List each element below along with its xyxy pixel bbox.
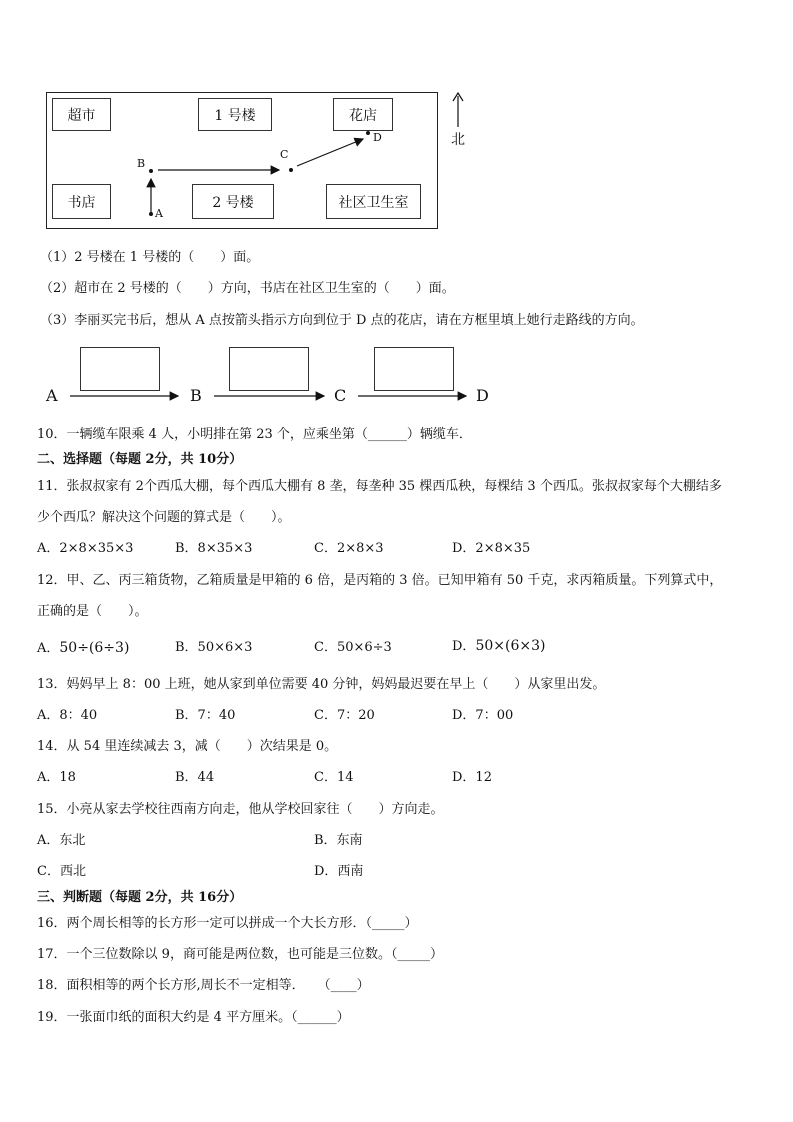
q13-text: 13．妈妈早上 8：00 上班，她从家到单位需要 40 分钟，妈妈最迟要在早上（ ）从家里出发。 — [37, 677, 606, 692]
point-d-label: D — [373, 131, 382, 144]
map-box-bookstore: 书店 — [52, 184, 111, 219]
route-answer-box-3[interactable] — [374, 347, 454, 391]
q9-sub2: （2）超市在 2 号楼的（ ）方向，书店在社区卫生室的（ ）面。 — [40, 281, 455, 296]
q19-text: 19．一张面巾纸的面积大约是 4 平方厘米。（______） — [37, 1010, 350, 1025]
point-b-dot — [149, 169, 153, 173]
point-d-dot — [366, 131, 370, 135]
arrow-c-to-d — [297, 139, 363, 166]
q11-option-d[interactable]: D．2×8×35 — [452, 541, 531, 556]
map-route-arrows — [47, 93, 437, 228]
point-a-dot — [149, 212, 153, 216]
q11-option-a[interactable]: A．2×8×35×3 — [37, 541, 134, 556]
q13-option-d[interactable]: D．7：00 — [452, 708, 514, 723]
q9-sub1: （1）2 号楼在 1 号楼的（ ）面。 — [40, 250, 260, 265]
route-label-a: A — [46, 386, 58, 405]
q13-option-a[interactable]: A．8：40 — [37, 708, 98, 723]
q15-option-d[interactable]: D．西南 — [314, 864, 364, 879]
map-box-flower-shop: 花店 — [333, 98, 393, 131]
q10-text: 10．一辆缆车限乘 4 人，小明排在第 23 个，应乘坐第（______）辆缆车． — [37, 427, 472, 442]
q14-option-c[interactable]: C．14 — [314, 770, 354, 785]
q14-option-b[interactable]: B．44 — [175, 770, 215, 785]
q15-text: 15．小亮从家去学校往西南方向走，他从学校回家往（ ）方向走。 — [37, 802, 444, 817]
point-c-label: C — [280, 148, 289, 161]
point-a-label: A — [155, 207, 163, 220]
map-box-supermarket: 超市 — [52, 98, 111, 131]
route-answer-box-1[interactable] — [80, 347, 160, 391]
q12-option-c[interactable]: C．50×6÷3 — [314, 640, 392, 655]
q15-option-c[interactable]: C．西北 — [37, 864, 86, 879]
north-label: 北 — [451, 132, 465, 148]
q11-option-b[interactable]: B．8×35×3 — [175, 541, 253, 556]
q11-option-c[interactable]: C．2×8×3 — [314, 541, 384, 556]
route-arrows — [0, 388, 793, 402]
q17-text: 17．一个三位数除以 9，商可能是两位数，也可能是三位数。（_____） — [37, 947, 443, 962]
q15-option-a[interactable]: A．东北 — [37, 833, 86, 848]
q14-option-d[interactable]: D．12 — [452, 770, 492, 785]
point-b-label: B — [137, 157, 146, 170]
q14-option-a[interactable]: A．18 — [37, 770, 76, 785]
q18-text: 18．面积相等的两个长方形,周长不一定相等． （____） — [37, 978, 370, 993]
q11-line1: 11．张叔叔家有 2个西瓜大棚，每个西瓜大棚有 8 垄，每垄种 35 棵西瓜秧，每棵结 3 个西瓜。张叔叔家每个大棚结多 — [37, 479, 722, 494]
section-2-heading: 二、选择题（每题 2分，共 10分） — [37, 452, 243, 467]
route-label-c: C — [334, 386, 347, 405]
q14-text: 14．从 54 里连续减去 3，减（ ）次结果是 0。 — [37, 739, 338, 754]
map-diagram — [46, 92, 438, 229]
map-box-building-1: 1 号楼 — [198, 98, 272, 131]
q12-option-b[interactable]: B．50×6×3 — [175, 640, 253, 655]
route-label-d: D — [476, 386, 489, 405]
q15-option-b[interactable]: B．东南 — [314, 833, 363, 848]
map-box-building-2: 2 号楼 — [192, 184, 274, 219]
map-box-clinic: 社区卫生室 — [326, 184, 421, 219]
route-label-b: B — [190, 386, 202, 405]
q9-sub3: （3）李丽买完书后，想从 A 点按箭头指示方向到位于 D 点的花店，请在方框里填上她行走路线的方向。 — [40, 313, 644, 328]
q12-option-a[interactable]: A．50÷(6÷3) — [37, 640, 130, 656]
q13-option-c[interactable]: C．7：20 — [314, 708, 375, 723]
q11-line2: 少个西瓜？解决这个问题的算式是（ ）。 — [37, 510, 291, 525]
section-3-heading: 三、判断题（每题 2分，共 16分） — [37, 890, 243, 905]
point-c-dot — [289, 168, 293, 172]
q13-option-b[interactable]: B．7：40 — [175, 708, 236, 723]
north-arrow-icon — [450, 92, 466, 128]
q16-text: 16．两个周长相等的长方形一定可以拼成一个大长方形．（_____） — [37, 916, 418, 931]
route-answer-box-2[interactable] — [229, 347, 309, 391]
q12-line1: 12．甲、乙、丙三箱货物，乙箱质量是甲箱的 6 倍，是丙箱的 3 倍。已知甲箱有 50 千克，求丙箱质量。下列算式中， — [37, 573, 723, 588]
q12-option-d[interactable]: D．50×(6×3) — [452, 638, 546, 654]
q12-line2: 正确的是（ ）。 — [37, 604, 148, 619]
